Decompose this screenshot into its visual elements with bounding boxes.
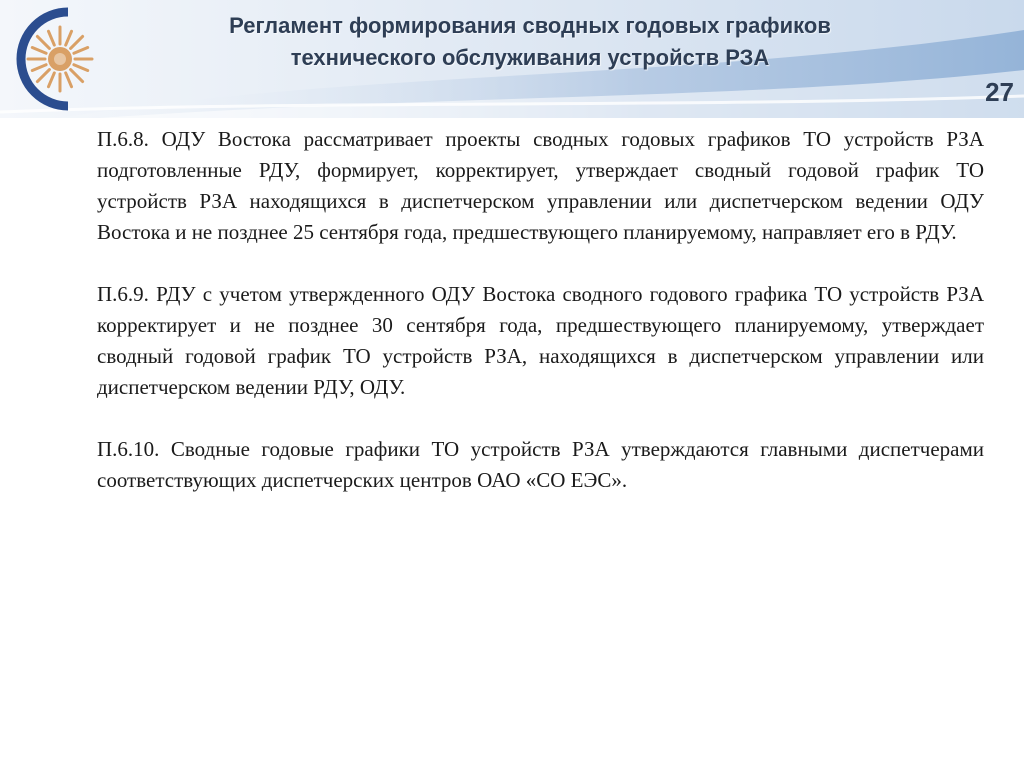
- paragraph-6-9: П.6.9. РДУ с учетом утвержденного ОДУ Востока сводного годового графика ТО устройств РЗА корректирует и не позднее 30 сентября года, предшествующего планируемому, утверждает сводный годовой график ТО устройств РЗА, находящихся в диспетчерском управлении или диспетчерском ведении РДУ, ОДУ.: [97, 282, 984, 399]
- slide-number: 27: [985, 77, 1014, 107]
- slide-title-line-1: Регламент формирования сводных годовых графиков: [229, 13, 831, 38]
- slide-title-line-2: технического обслуживания устройств РЗА: [290, 45, 770, 70]
- paragraph-6-8: П.6.8. ОДУ Востока рассматривает проекты сводных годовых графиков ТО устройств РЗА подготовленные РДУ, формирует, корректирует, утверждает сводный годовой график ТО устройств РЗА находящихся в диспетчерском управлении или диспетчерском ведении ОДУ Востока и не позднее 25 сентября года, предшествующего планируемому, направляет его в РДУ.: [97, 127, 984, 244]
- company-logo-icon: [6, 4, 102, 114]
- slide-title: [130, 10, 930, 74]
- header-band: [0, 0, 1024, 118]
- slide-body: [97, 124, 984, 527]
- paragraph-6-10: П.6.10. Сводные годовые графики ТО устройств РЗА утверждаются главными диспетчерами соответствующих диспетчерских центров ОАО «СО ЕЭС».: [97, 437, 984, 492]
